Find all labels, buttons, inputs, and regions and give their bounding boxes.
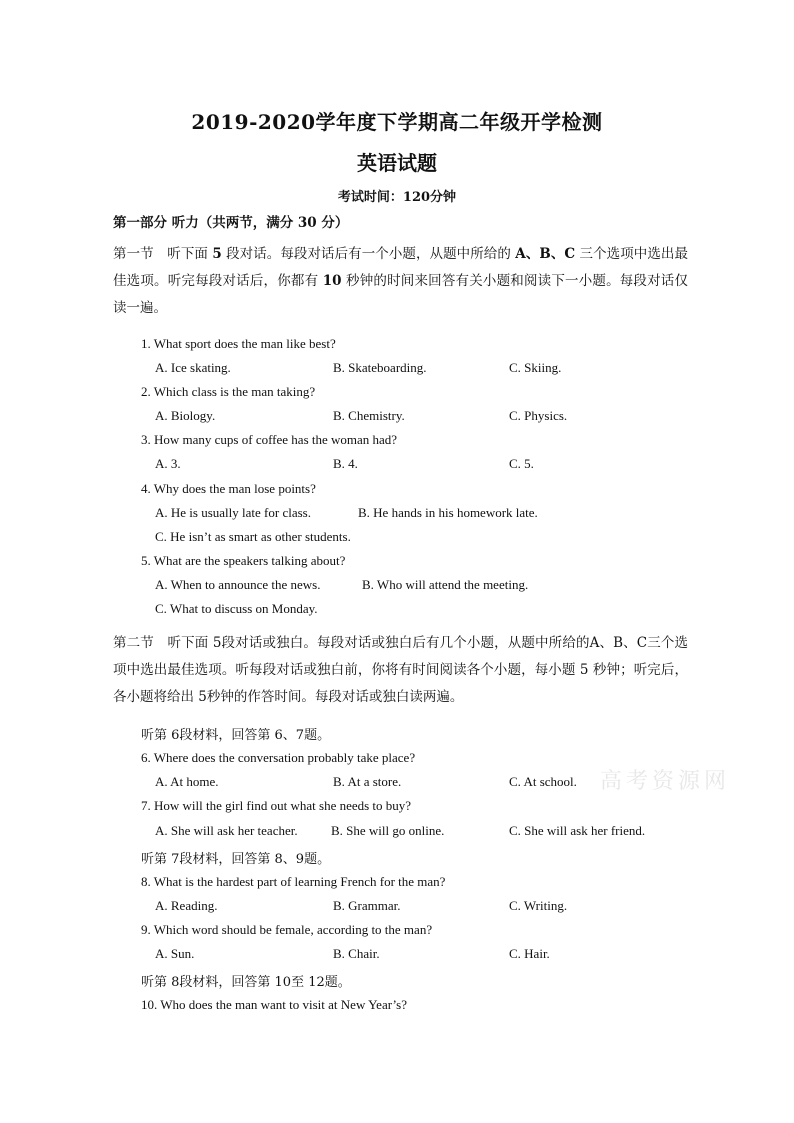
section1-text-d: A、B、C [515, 246, 576, 262]
question-9-option-b: B. Chair. [333, 946, 380, 961]
question-1-option-c: C. Skiing. [509, 360, 562, 375]
section1-text-b: 5 [212, 246, 222, 262]
material-7-note: 听第 7段材料，回答第 8、9题。 [141, 852, 331, 867]
section1-text-e: 三个选项中选出最佳选项。听完每段对话后，你都有 [113, 246, 688, 289]
section1-instructions [113, 241, 688, 322]
material-8-note: 听第 8段材料，回答第 10至 12题。 [141, 975, 351, 990]
question-6-stem: 6. Where does the conversation probably take place? [141, 750, 416, 765]
part1-heading: 第一部分 听力（共两节，满分 30 分） [113, 215, 349, 231]
question-4-option-b: B. He hands in his homework late. [358, 505, 538, 520]
section1-text-c: 段对话。每段对话后有一个小题，从题中所给的 [221, 246, 516, 262]
question-9-option-c: C. Hair. [509, 946, 550, 961]
question-2-option-b: B. Chemistry. [333, 408, 405, 423]
question-7-option-b: B. She will go online. [331, 823, 445, 838]
question-7-option-c: C. She will ask her friend. [509, 823, 646, 838]
question-3-option-a: A. 3. [155, 456, 181, 471]
section1-text-a: 第一节 听下面 [113, 246, 213, 262]
exam-time: 考试时间：120分钟 [337, 190, 457, 205]
section2-instructions: 第二节 听下面 5段对话或独白。每段对话或独白后有几个小题，从题中所给的A、B、C三个选项中选出最佳选项。听每段对话或独白前，你将有时间阅读各个小题，每小题 5 秒钟；听完后，各小题将给出 5秒钟的作答时间。每段对话或独白读两遍。 [113, 635, 688, 705]
question-5-option-a: A. When to announce the news. [155, 577, 321, 592]
section1-text-g: 秒钟的时间来回答有关小题和阅读下一小题。每段对话仅读一遍。 [113, 273, 688, 316]
watermark-logo: 高考资源网 [600, 769, 731, 794]
question-8-option-c: C. Writing. [509, 898, 568, 913]
question-6-option-b: B. At a store. [333, 774, 402, 789]
question-5-option-c: C. What to discuss on Monday. [155, 601, 318, 616]
question-3-option-b: B. 4. [333, 456, 358, 471]
question-1-option-a: A. Ice skating. [155, 360, 231, 375]
material-6-note: 听第 6段材料，回答第 6、7题。 [141, 728, 331, 743]
page-title: 2019-2020学年度下学期高二年级开学检测 [191, 110, 603, 134]
question-10-stem: 10. Who does the man want to visit at New Year’s? [141, 997, 407, 1012]
question-7-option-a: A. She will ask her teacher. [155, 823, 298, 838]
question-4-option-a: A. He is usually late for class. [155, 505, 311, 520]
question-6-option-a: A. At home. [155, 774, 219, 789]
question-5-stem: 5. What are the speakers talking about? [141, 553, 346, 568]
page-subtitle: 英语试题 [357, 151, 437, 175]
question-3-stem: 3. How many cups of coffee has the woman had? [141, 432, 398, 447]
question-7-stem: 7. How will the girl find out what she needs to buy? [141, 798, 412, 813]
question-8-stem: 8. What is the hardest part of learning French for the man? [141, 874, 446, 889]
question-6-option-c: C. At school. [509, 774, 577, 789]
section1-text-f: 10 [322, 273, 342, 289]
question-1-option-b: B. Skateboarding. [333, 360, 427, 375]
question-4-stem: 4. Why does the man lose points? [141, 481, 316, 496]
question-9-stem: 9. Which word should be female, according to the man? [141, 922, 433, 937]
question-8-option-a: A. Reading. [155, 898, 218, 913]
question-2-stem: 2. Which class is the man taking? [141, 384, 316, 399]
question-1-stem: 1. What sport does the man like best? [141, 336, 336, 351]
question-4-option-c: C. He isn’t as smart as other students. [155, 529, 351, 544]
question-3-option-c: C. 5. [509, 456, 534, 471]
question-2-option-a: A. Biology. [155, 408, 216, 423]
question-9-option-a: A. Sun. [155, 946, 195, 961]
question-2-option-c: C. Physics. [509, 408, 568, 423]
question-5-option-b: B. Who will attend the meeting. [362, 577, 529, 592]
question-8-option-b: B. Grammar. [333, 898, 401, 913]
